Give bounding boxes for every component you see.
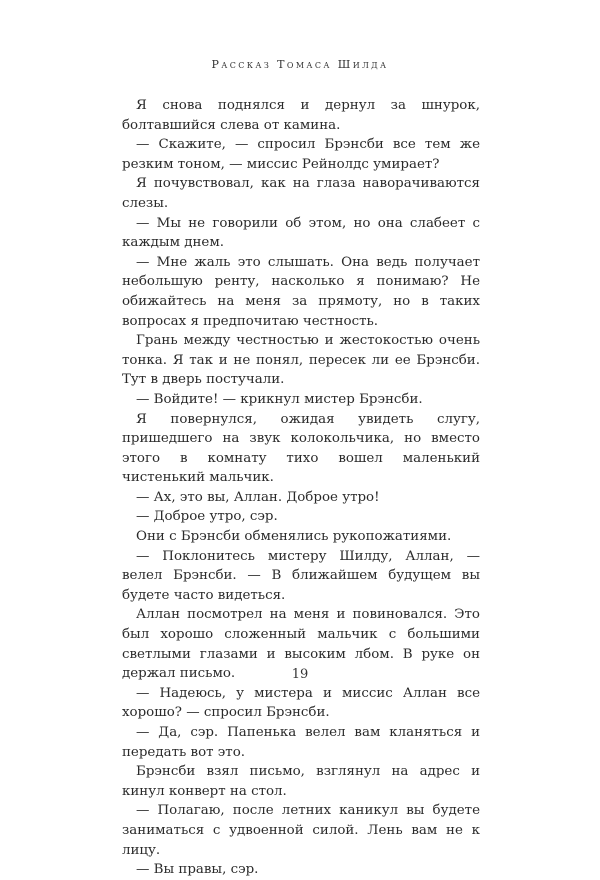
paragraph: — Полагаю, после летних каникул вы будете заниматься с удвоенной силой. Лень вам не к лицу. — [122, 803, 480, 858]
paragraph: Я снова поднялся и дернул за шнурок, болтавшийся слева от камина. — [122, 98, 480, 133]
paragraph: Они с Брэнсби обменялись рукопожатиями. — [136, 529, 452, 545]
paragraph: Грань между честностью и жестокостью очень тонка. Я так и не понял, пересек ли ее Брэнсби. Тут в дверь постучали. — [122, 333, 480, 388]
paragraph: Брэнсби взял письмо, взглянул на адрес и кинул конверт на стол. — [122, 764, 480, 799]
paragraph: — Надеюсь, у мистера и миссис Аллан все хорошо? — спросил Брэнсби. — [122, 685, 480, 721]
paragraph: Я почувствовал, как на глаза наворачиваются слезы. — [122, 176, 480, 211]
paragraph: — Мне жаль это слышать. Она ведь получает небольшую ренту, насколько я понимаю? Не обижайтесь на меня за прямоту, но в таких вопросах я предпочитаю честность. — [122, 254, 480, 329]
paragraph: — Поклонитесь мистеру Шилду, Аллан, — велел Брэнсби. — В ближайшем будущем вы будете часто видеться. — [122, 548, 480, 603]
paragraph: — Войдите! — крикнул мистер Брэнсби. — [136, 391, 423, 407]
body-text — [122, 96, 480, 880]
paragraph: — Да, сэр. Папенька велел вам кланяться и передать вот это. — [122, 725, 480, 760]
page-number: 19 — [291, 667, 309, 682]
paragraph: Я повернулся, ожидая увидеть слугу, пришедшего на звук колокольчика, но вместо этого в комнату тихо вошел маленький чистенький мальчик. — [122, 411, 480, 486]
paragraph: — Мы не говорили об этом, но она слабеет с каждым днем. — [122, 215, 480, 251]
paragraph: — Скажите, — спросил Брэнсби все тем же резким тоном, — миссис Рейнолдс умирает? — [122, 137, 480, 172]
running-head: Рассказ Томаса Шилда — [211, 58, 389, 71]
paragraph: — Вы правы, сэр. — [136, 862, 259, 878]
paragraph: — Ах, это вы, Аллан. Доброе утро! — [136, 489, 380, 505]
paragraph: — Доброе утро, сэр. — [136, 509, 278, 525]
paragraph: Аллан посмотрел на меня и повиновался. Это был хорошо сложенный мальчик с большими светлыми глазами и высоким лбом. В руке он держал письмо. — [122, 607, 480, 682]
